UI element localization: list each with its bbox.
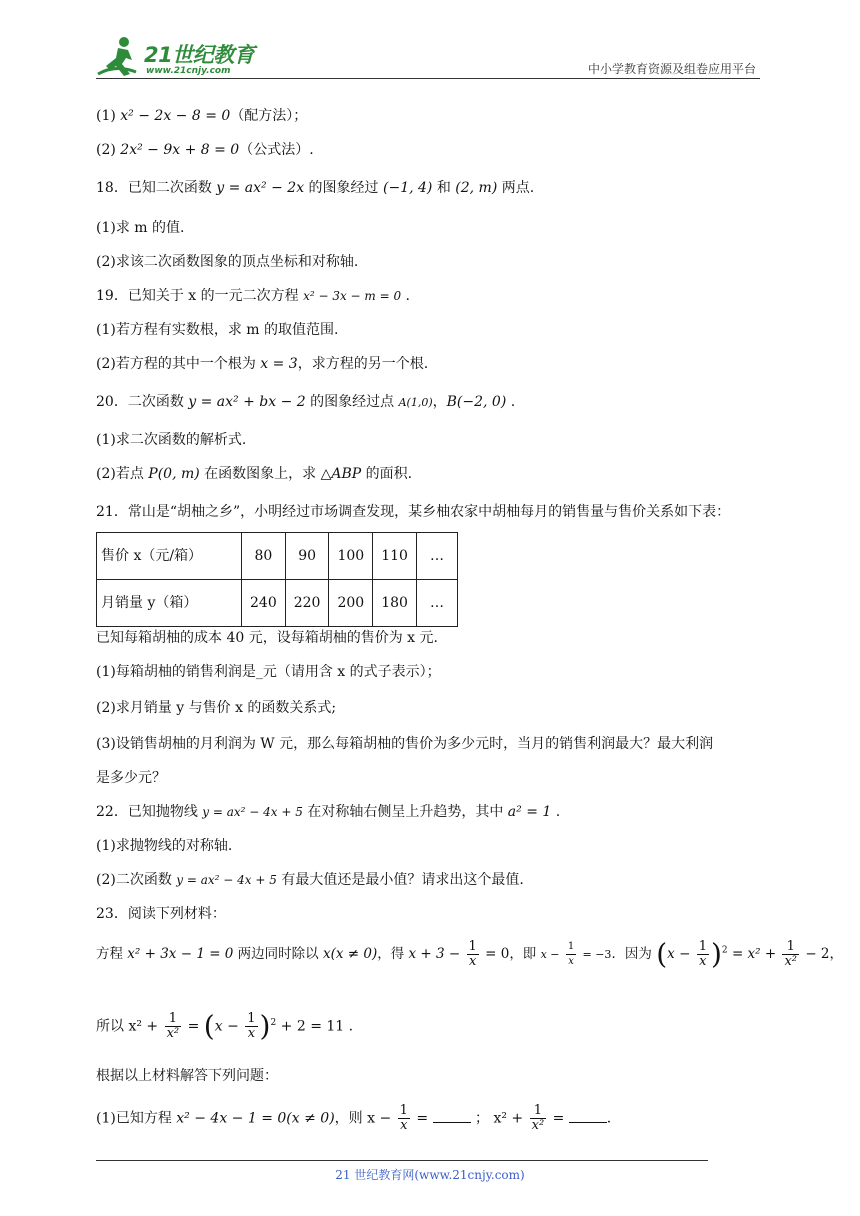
q18-part1: (1)求 m 的值. xyxy=(96,220,185,236)
table-cell: … xyxy=(416,580,457,627)
q21-given: 已知每箱胡柚的成本 40 元，设每箱胡柚的售价为 x 元. xyxy=(96,630,438,646)
table-cell: 100 xyxy=(329,533,373,580)
table-cell: 90 xyxy=(285,533,329,580)
table-cell: … xyxy=(416,533,457,580)
logo-text: 21世纪教育 xyxy=(144,43,255,67)
q21-part2: (2)求月销量 y 与售价 x 的函数关系式; xyxy=(96,700,337,716)
q17-part2: (2) 2x² − 9x + 8 = 0（公式法）. xyxy=(96,142,314,158)
table-cell: 220 xyxy=(285,580,329,627)
page-footer: 21 世纪教育网(www.21cnjy.com) xyxy=(335,1168,525,1182)
q23-instruction: 根据以上材料解答下列问题： xyxy=(96,1068,278,1084)
q23-material-line1: 方程 x² + 3x − 1 = 0 两边同时除以 x(x ≠ 0)，得 x + 3 − $\frac{1}{x}$ = 0，即 x − $\frac{1}{x}$ = −3．因为 (x − $\frac{1}{x}$ )$^2$ = x² + $\frac{1}{\text{x²}}$ − 2， xyxy=(96,937,844,971)
q21-part3-cont: 是多少元？ xyxy=(96,770,166,786)
page-header xyxy=(96,34,760,84)
fraction: $\frac{1}{x}$ xyxy=(247,1011,256,1041)
q20-part2: (2)若点 P(0, m) 在函数图象上，求 △ABP 的面积. xyxy=(96,466,413,482)
table-cell: 180 xyxy=(373,580,417,627)
q19-part2: (2)若方程的其中一个根为 x = 3，求方程的另一个根. xyxy=(96,356,429,372)
table-row-label: 月销量 y（箱） xyxy=(97,580,242,627)
q22-part1: (1)求抛物线的对称轴. xyxy=(96,838,233,854)
fraction: $\frac{1}{\text{x²}}$ xyxy=(531,1103,545,1133)
site-logo xyxy=(96,34,266,80)
runner-logo-icon xyxy=(96,34,144,80)
fraction: $\frac{1}{x}$ xyxy=(698,939,707,969)
q23-part1: (1)已知方程 x² − 4x − 1 = 0(x ≠ 0)，则 x − $\frac{1}{x}$ = ； x² + $\frac{1}{\text{x²}}$ = . xyxy=(96,1103,612,1133)
q22-stem: 22．已知抛物线 y = ax² − 4x + 5 在对称轴右侧呈上升趋势，其中 a² = 1 . xyxy=(96,804,561,820)
q23-material-line2: 所以 x² + $\frac{1}{\text{x²}}$ = (x − $\frac{1}{x}$ )$^2$ + 2 = 11 . xyxy=(96,1009,354,1043)
table-row-label: 售价 x（元/箱） xyxy=(97,533,242,580)
table-cell: 200 xyxy=(329,580,373,627)
q18-part2: (2)求该二次函数图象的顶点坐标和对称轴. xyxy=(96,254,359,270)
fraction: $\frac{1}{\text{x²}}$ xyxy=(166,1011,180,1041)
table-cell: 110 xyxy=(373,533,417,580)
q18-stem: 18．已知二次函数 y = ax² − 2x 的图象经过 (−1, 4) 和 (2, m) 两点. xyxy=(96,180,535,196)
answer-blank[interactable] xyxy=(433,1110,471,1123)
q19-part1: (1)若方程有实数根，求 m 的取值范围. xyxy=(96,322,339,338)
answer-blank[interactable] xyxy=(569,1110,607,1123)
q23-stem: 23．阅读下列材料： xyxy=(96,906,226,922)
price-sales-table xyxy=(96,532,458,627)
q20-stem: 20．二次函数 y = ax² + bx − 2 的图象经过点 A(1,0)，B(−2, 0) . xyxy=(96,394,516,410)
platform-label: 中小学教育资源及组卷应用平台 xyxy=(587,62,756,76)
q21-part3: (3)设销售胡柚的月利润为 W 元，那么每箱胡柚的售价为多少元时，当月的销售利润最大？最大利润 xyxy=(96,736,714,752)
q20-part1: (1)求二次函数的解析式. xyxy=(96,432,247,448)
q19-stem: 19．已知关于 x 的一元二次方程 x² − 3x − m = 0 . xyxy=(96,288,411,304)
q21-stem: 21．常山是“胡柚之乡”，小明经过市场调查发现，某乡柚农家中胡柚每月的销售量与售价关系如下表： xyxy=(96,504,731,520)
fraction: $\frac{1}{x}$ xyxy=(468,939,477,969)
logo-url: www.21cnjy.com xyxy=(146,66,231,76)
footer-divider xyxy=(96,1160,708,1161)
header-divider xyxy=(96,78,760,79)
q22-part2: (2)二次函数 y = ax² − 4x + 5 有最大值还是最小值？请求出这个最值. xyxy=(96,872,524,888)
q17-part1: (1) x² − 2x − 8 = 0（配方法）； xyxy=(96,108,308,124)
q21-part1: (1)每箱胡柚的销售利润是_元（请用含 x 的式子表示）； xyxy=(96,664,441,680)
fraction: $\frac{1}{x}$ xyxy=(567,941,575,967)
fraction: $\frac{1}{x}$ xyxy=(399,1103,408,1133)
table-cell: 240 xyxy=(242,580,286,627)
fraction: $\frac{1}{\text{x²}}$ xyxy=(784,939,798,969)
table-cell: 80 xyxy=(242,533,286,580)
table-row xyxy=(97,580,458,627)
table-row xyxy=(97,533,458,580)
